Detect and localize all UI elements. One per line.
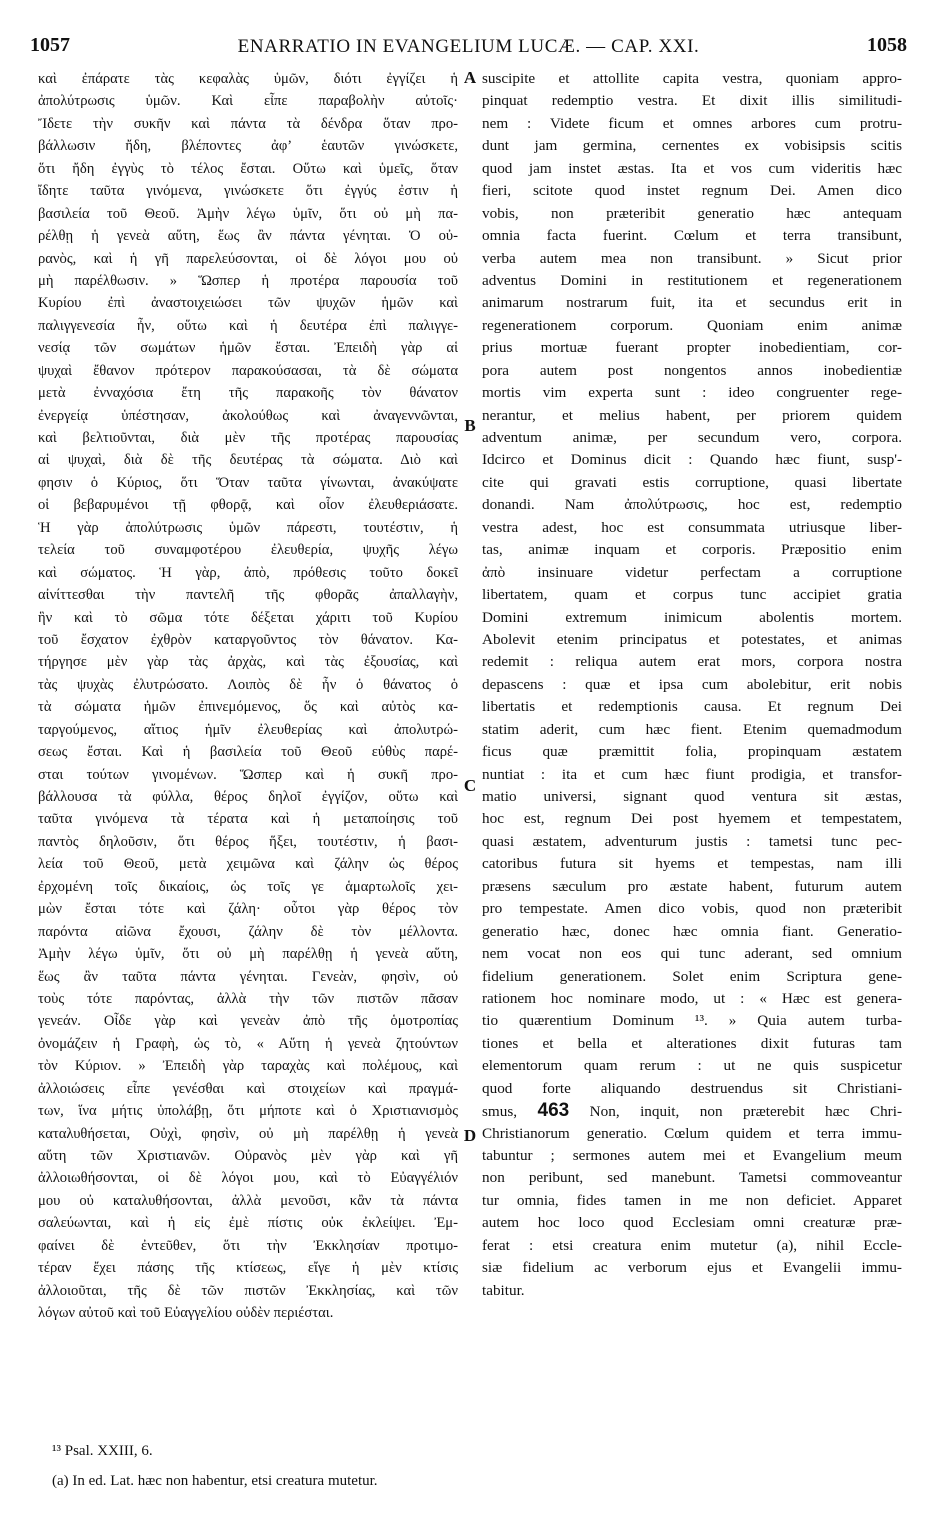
latin-text-line: Idcirco et Dominus dicit : Quando hæc fiunt, susp'- — [482, 451, 902, 469]
latin-text-line: dunt jam germina, cernentes ex vobisipsis scitis — [482, 137, 902, 155]
latin-text-line: Christianorum generatio. Cœlum quidem et terra immu- — [482, 1124, 902, 1142]
page-number-right: 1058 — [867, 34, 907, 56]
latin-text-line: autem hoc loco quod Ecclesiam omni creaturæ præ- — [482, 1214, 902, 1232]
greek-text-line: σαλεύωνται, καὶ ἡ εἰς ἐμὲ πίστις οὐκ ἐκλείψει. Ἐμ- — [38, 1215, 458, 1232]
greek-text-line: ψυχαὶ ἔθανον πρότερον παρακούσασαι, τὰ δὲ σώματα — [38, 362, 458, 379]
greek-text-line: ὅτι ἤδη ἐγγὺς τὸ τέλος ἔσται. Οὕτω καὶ ὑμεῖς, ὅταν — [38, 160, 458, 177]
latin-text-line: regenerationem corporum. Quoniam enim animæ — [482, 316, 902, 334]
greek-text-line: νεσίᾳ τῶν σωμάτων ἡμῶν ἔσται. Ἐπειδὴ γὰρ αἱ — [38, 340, 458, 357]
margin-marker-a: A — [463, 68, 477, 87]
latin-text-line: nem vocat non eos qui tunc aderant, sed omnium — [482, 945, 902, 963]
latin-text-line: quod jam instet æstas. Ita et vos cum videritis hæc — [482, 159, 902, 177]
greek-text-line: λόγων αὐτοῦ καὶ τοῦ Εὐαγγελίου οὐδὲν περιέσται. — [38, 1305, 334, 1322]
latin-text-line: nuntiat : ita et cum hæc fiunt prodigia, et transfor- — [482, 765, 902, 783]
greek-text-line: των, ἵνα μήτις ὑπολάβῃ, ὅτι μήποτε καὶ ὁ Χριστιανισμὸς — [38, 1103, 458, 1120]
latin-text-line: libertatem, quam et corpus tunc accipiet gratia — [482, 586, 902, 604]
greek-text-line: βάλλωσιν ἤδη, βλέποντες ἀφ’ ἑαυτῶν γινώσκετε, — [38, 138, 458, 155]
latin-text-line: hoc est, regnum Dei post hyemem et tempestatem, — [482, 810, 902, 828]
latin-text-line: pro tempestate. Amen dico vobis, quod non præteribit — [482, 900, 902, 918]
greek-text-line: σται τούτων γινομένων. Ὥσπερ καὶ ἡ συκῆ προ- — [38, 766, 458, 783]
latin-text-line: nem : Videte ficum et omnes arbores cum protru- — [482, 114, 902, 132]
latin-column — [482, 68, 902, 1302]
footnote-a: (a) In ed. Lat. hæc non habentur, etsi creatura mutetur. — [52, 1473, 378, 1489]
greek-text-line: ὀνομάζειν ἡ Γραφὴ, ὡς τὸ, « Αὕτη ἡ γενεὰ ζητούντων — [38, 1035, 458, 1052]
latin-text-line: vestra adest, hoc est consummata utriusque liber- — [482, 518, 902, 536]
greek-text-line: αἰνίττεσθαι τὴν παντελῆ τῆς φθορᾶς ἀπαλλαγὴν, — [38, 587, 458, 604]
latin-text-line: quasi æstatem, adventurum justis : tametsi tunc pec- — [482, 832, 902, 850]
latin-text-fragment: Non, inquit, non præterebit hæc Chri- — [589, 1103, 902, 1121]
page-number-left: 1057 — [30, 34, 70, 56]
greek-text-line: Ἡ γὰρ ἀπολύτρωσις ὑμῶν πάρεστι, τουτέστιν, ἡ — [38, 519, 458, 536]
greek-text-line: οἱ βεβαρυμένοι τῇ φθορᾷ, καὶ οἷον ἐλευθεριάσατε. — [38, 497, 458, 514]
greek-text-line: ρανὸς, καὶ ἡ γῆ παρελεύσονται, οἱ δὲ λόγοι μου οὐ — [38, 250, 458, 267]
greek-text-line: σεως ἔσται. Καὶ ἡ βασιλεία τοῦ Θεοῦ εὐθὺς παρέ- — [38, 744, 458, 761]
greek-text-line: Ἀμὴν λέγω ὑμῖν, ὅτι οὐ μὴ παρέλθῃ ἡ γενεὰ αὕτη, — [38, 946, 458, 963]
greek-text-line: Ἴδετε τὴν συκῆν καὶ πάντα τὰ δένδρα ὅταν προ- — [38, 115, 458, 132]
greek-text-line: μὴ παρέλθωσιν. » Ὥσπερ ἡ προτέρα παρουσία τοῦ — [38, 272, 458, 289]
greek-text-line: ἕως ἂν ταῦτα πάντα γένηται. Γενεὰν, φησὶν, οὐ — [38, 968, 458, 985]
greek-text-line: ἀλλοιοῦται, τῆς δὲ τῶν πιστῶν Ἐκκλησίας, καὶ τῶν — [38, 1282, 458, 1299]
latin-text-line: pinquat redemptio vestra. Et dixit illis similitudi- — [482, 92, 902, 110]
latin-text-line: tur omnia, fides tamen in me non deficiet. Apparet — [482, 1191, 902, 1209]
latin-text-line: redemit : reliqua autem erat mors, corpora nostra — [482, 653, 902, 671]
margin-marker-b: B — [464, 416, 476, 435]
latin-text-line: rationem hoc nominare modo, ut : « Hæc est genera- — [482, 989, 902, 1007]
latin-text-line: animarum nostrarum fuit, ita et secundus erit in — [482, 294, 902, 312]
greek-text-line: λεία τοῦ Θεοῦ, μετὰ χειμῶνα καὶ ζάλην ὡς θέρος — [38, 856, 458, 873]
greek-text-line: ταῦτα γινόμενα τὰ τέρατα καὶ ἡ μεταποίησις τοῦ — [38, 811, 458, 828]
latin-text-line: tabitur. — [482, 1281, 525, 1299]
latin-text-line: tio quærentium Dominum ¹³. » Quia autem turba- — [482, 1012, 902, 1030]
greek-text-line: τοῦ ἔσχατον ἐχθρὸν καταργοῦντος τὸν θάνατον. Κα- — [38, 631, 458, 648]
greek-text-line: μου οὐ καταλυθήσονται, ἀλλὰ μενοῦσι, κἂν τὰ πάντα — [38, 1192, 458, 1209]
latin-text-line: suscipite et attollite capita vestra, quoniam appro- — [482, 70, 902, 87]
footnote-13: ¹³ Psal. XXIII, 6. — [52, 1443, 153, 1459]
latin-text-line: non peribunt, sed manebunt. Tametsi commoveantur — [482, 1169, 902, 1187]
latin-text-line: verba autem mea non transibunt. » Sicut prior — [482, 249, 902, 267]
greek-text-line: τοὺς τότε παρόντας, ἀλλὰ τὴν τῶν πιστῶν πᾶσαν — [38, 990, 458, 1007]
greek-text-line: ἣν καὶ τὸ σῶμα τότε δέξεται χάριτι τοῦ Κυρίου — [38, 609, 458, 626]
latin-text-line: ficus quæ præmittit folia, propinquam æstatem — [482, 743, 902, 761]
running-header — [30, 34, 907, 62]
greek-text-line: τέραν ἔχει πάσης τῆς κτίσεως, εἴγε ἡ μὲν κτίσις — [38, 1260, 458, 1277]
greek-text-line: αἱ ψυχαὶ, διὰ δὲ τῆς δευτέρας τὰ σώματα. Διὸ καὶ — [38, 452, 458, 469]
greek-text-line: φησιν ὁ Κύριος, ὅτι Ὅταν ταῦτα γίνωνται, ἀνακύψατε — [38, 474, 458, 491]
greek-text-line: καὶ ἐπάρατε τὰς κεφαλὰς ὑμῶν, διότι ἐγγίζει ἡ — [38, 71, 458, 87]
greek-text-line: ταργούμενος, αἴτιος ἡμῖν ἐλευθερίας καὶ ἀπολυτρώ- — [38, 721, 458, 738]
greek-text-line: τήργησε μὲν γὰρ τὰς ἀρχὰς, καὶ τὰς ἐξουσίας, καὶ — [38, 654, 458, 671]
latin-text-line: mortis vim experta sunt : ideo congruenter rege- — [482, 384, 902, 402]
greek-text-line: ἴδητε ταῦτα γινόμενα, γινώσκετε ὅτι ἐγγύς ἐστιν ἡ — [38, 183, 458, 200]
latin-text-line: donandi. Nam ἀπολύτρωσις, hoc est, redemptio — [482, 496, 902, 514]
greek-text-line: καὶ σώματος. Ἡ γὰρ, ἀπὸ, πρόθεσις τοῦτο δοκεῖ — [38, 564, 458, 581]
greek-text-line: τὰς ψυχὰς ἐλυτρώσατο. Λοιπὸς δὲ ἦν ὁ θάνατος ὁ — [38, 676, 458, 693]
greek-text-line: γενεάν. Οἶδε γὰρ καὶ γενεὰν ἀπὸ τῆς ὁμοτροπίας — [38, 1013, 458, 1030]
greek-text-line: μετὰ ἐνναχόσια ἔτη τῆς παρακοῆς τὸν θάνατον — [38, 385, 458, 402]
latin-text-line: statim aderit, cum hæc fient. Etenim quemadmodum — [482, 720, 902, 738]
latin-text-line: matio universi, signant quod ventura sit æstas, — [482, 788, 902, 805]
greek-text-line: βάλλουσα τὰ φύλλα, θέρος δηλοῖ ἐγγίζον, οὕτω καὶ — [38, 789, 458, 805]
latin-text-line: siæ fidelium ac verborum ejus et Evangelii immu- — [482, 1259, 902, 1277]
latin-text-line: cite qui gravati estis corruptione, quasi libertate — [482, 473, 902, 491]
greek-text-line: ἀλλοιωθήσονται, οἱ δὲ λόγοι μου, καὶ τὸ Εὐαγγέλιόν — [38, 1170, 458, 1187]
greek-text-line: καὶ βελτιοῦνται, διὰ μὲν τῆς προτέρας παρουσίας — [38, 430, 458, 446]
greek-text-line: καταλυθήσεται, Οὐχὶ, φησὶν, οὐ μὴ παρέλθῃ ἡ γενεὰ — [38, 1125, 458, 1142]
latin-text-line: adventus Domini in restitutionem et regenerationem — [482, 271, 902, 289]
greek-text-line: βασιλεία τοῦ Θεοῦ. Ἀμὴν λέγω ὑμῖν, ὅτι οὐ μὴ πα- — [38, 205, 458, 222]
latin-text-line: adventum animæ, per secundum vero, corpora. — [482, 429, 902, 446]
greek-text-line: ἐνεργείᾳ ὑπέστησαν, ἀκολούθως καὶ ἀναγεννῶνται, — [38, 407, 458, 424]
greek-text-line: αὕτη τῶν Χριστιανῶν. Οὐρανὸς μὲν γὰρ καὶ γῆ — [38, 1148, 458, 1164]
latin-text-line: pora autem post nongentos annos inobedientiæ — [482, 361, 902, 379]
latin-text-line: tabuntur ; sermones autem mei et Evangelium meum — [482, 1147, 902, 1164]
latin-text-line: tas, animæ inquam et corporis. Præpositio enim — [482, 541, 902, 559]
latin-text-line: fieri, scitote quod instet regnum Dei. Amen dico — [482, 182, 902, 200]
latin-text-line: catoribus futura sit hyems et tempestas, nam illi — [482, 855, 902, 873]
latin-text-line: tiones et bella et alterationes dixit futuras tam — [482, 1034, 902, 1052]
latin-text-line: depascens : quæ et ipsa cum abolebitur, erit nobis — [482, 675, 902, 693]
latin-text-line: prius mortuæ fuerant propter inobedientiam, cor- — [482, 339, 902, 357]
latin-text-line: ferat : etsi creatura enim mutetur (a), nihil Eccle- — [482, 1236, 902, 1254]
latin-text-line: quod forte aliquando destruendus sit Christiani- — [482, 1079, 902, 1097]
greek-text-line: παλιγγενεσία ἦν, οὕτω καὶ ἡ δευτέρα ἐπὶ παλιγγε- — [38, 317, 458, 334]
latin-text-line: Abolevit etenim principatus et potestates, et animas — [482, 630, 902, 648]
greek-text-line: παρόντα αἰῶνα ἔχουσι, ζάλην δὲ τὸν μέλλοντα. — [38, 923, 458, 940]
greek-text-line: ρέλθῃ ἡ γενεὰ αὕτη, ἕως ἂν πάντα γένηται. Ὁ οὐ- — [38, 228, 458, 245]
greek-text-line: ἐρχομένη τοῖς δικαίοις, ὡς τοῖς γε ἁμαρτωλοῖς χει- — [38, 878, 458, 895]
latin-text-line: omnia facta fuerint. Cœlum et terra transibunt, — [482, 227, 902, 245]
latin-text-fragment: smus, — [482, 1103, 518, 1121]
latin-text-line: præsens sæculum pro æstate habent, futurum autem — [482, 877, 902, 895]
latin-text-line: libertatis et redemptionis causa. Et regnum Dei — [482, 698, 902, 716]
footnotes — [52, 1436, 912, 1496]
greek-text-line: τὸν Κύριον. » Ἐπειδὴ γὰρ ταραχὰς καὶ πολέμους, καὶ — [38, 1058, 458, 1075]
greek-text-line: τὰ σώματα ἡμῶν ἐπινεμόμενος, ὅς καὶ αὐτὸς κα- — [38, 699, 458, 716]
latin-text-line: fidelium generationem. Solet enim Scriptura gene- — [482, 967, 902, 985]
greek-text-line: μὼν ἔσται τότε καὶ ζάλη· οὗτοι γὰρ θέρος τὸν — [38, 901, 458, 918]
latin-text-line: ἀπὸ insinuare videtur perfectam a corruptione — [482, 563, 902, 581]
greek-text-line: φαίνει δὲ ἐντεῦθεν, ὅτι τὴν Ἐκκλησίαν προτιμο- — [38, 1237, 458, 1254]
running-title: ENARRATIO IN EVANGELIUM LUCÆ. — CAP. XXI. — [237, 36, 700, 57]
margin-marker-c: C — [463, 776, 477, 795]
greek-text-line: ἀλλοιώσεις εἶπε γενέσθαι καὶ στοιχείων καὶ πραγμά- — [38, 1080, 458, 1097]
latin-text-line-with-column-number — [482, 1100, 902, 1122]
greek-text-line: ἀπολύτρωσις ὑμῶν. Καὶ εἶπε παραβολὴν αὐτοῖς· — [38, 93, 458, 110]
greek-column — [38, 68, 458, 1325]
latin-text-line: Domini extremum inimicum abolentis mortem. — [482, 608, 902, 626]
latin-text-line: generatio hæc, donec hæc omnia fiant. Generatio- — [482, 922, 902, 940]
latin-text-line: nerantur, et melius habent, per priorem quidem — [482, 406, 902, 424]
margin-marker-d: D — [463, 1126, 477, 1145]
column-number: 463 — [537, 1100, 570, 1122]
greek-text-line: τελεία τοῦ συναμφοτέρου ἐλευθερία, ψυχῆς λέγω — [38, 542, 458, 559]
latin-text-line: vobis, non præteribit generatio hæc antequam — [482, 204, 902, 222]
greek-text-line: Κυρίου ἐπὶ ἀναστοιχειώσει τῶν ψυχῶν ἡμῶν καὶ — [38, 295, 458, 312]
greek-text-line: παντὸς δηλοῦσιν, ὅτι θέρος ἥξει, τουτέστιν, ἡ βασι- — [38, 833, 458, 850]
latin-text-line: elementorum quam rerum : ut ne quis suspicetur — [482, 1057, 902, 1075]
